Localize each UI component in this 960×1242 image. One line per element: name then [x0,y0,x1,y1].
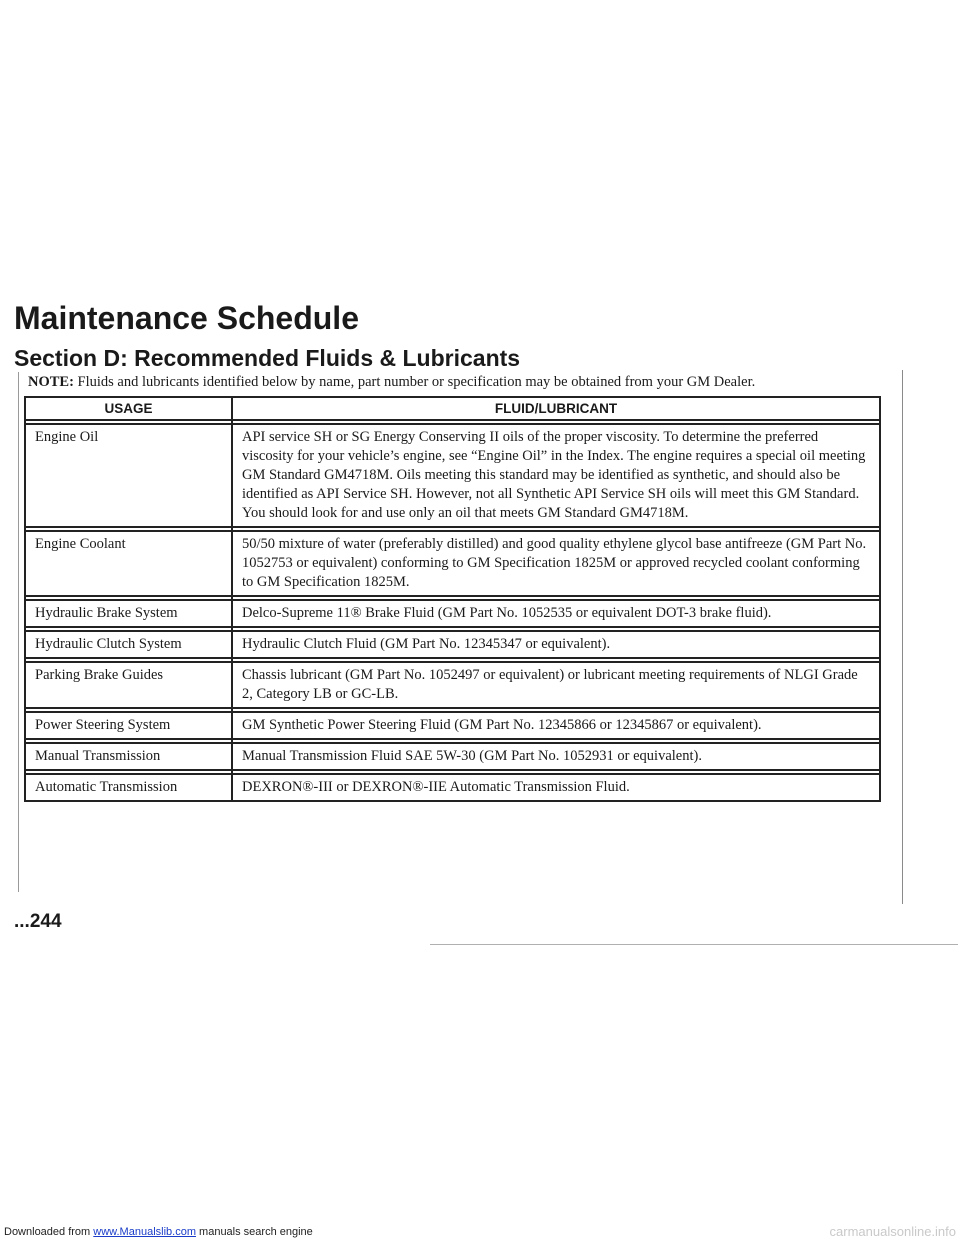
fluid-cell: Hydraulic Clutch Fluid (GM Part No. 12345347 or equivalent). [232,631,880,658]
fluid-cell: Chassis lubricant (GM Part No. 1052497 or equivalent) or lubricant meeting requirements of NLGI Grade 2, Category LB or GC-LB. [232,662,880,708]
table-row [25,600,880,627]
header-usage: USAGE [25,397,232,420]
fluid-cell: DEXRON®-III or DEXRON®-IIE Automatic Transmission Fluid. [232,774,880,801]
usage-cell: Manual Transmission [25,743,232,770]
footer-suffix: manuals search engine [195,1226,313,1238]
fluids-table [24,396,881,802]
table-row [25,662,880,708]
usage-cell: Hydraulic Clutch System [25,631,232,658]
table-header-row [25,397,880,420]
download-footer [4,1226,313,1238]
table-row [25,424,880,527]
usage-cell: Parking Brake Guides [25,662,232,708]
right-margin-rule [902,370,903,904]
page-number: ...244 [14,911,62,932]
table-row [25,531,880,596]
fluid-cell: Manual Transmission Fluid SAE 5W-30 (GM Part No. 1052931 or equivalent). [232,743,880,770]
table-row [25,774,880,801]
usage-cell: Hydraulic Brake System [25,600,232,627]
usage-cell: Automatic Transmission [25,774,232,801]
usage-cell: Engine Coolant [25,531,232,596]
usage-cell: Engine Oil [25,424,232,527]
table-row [25,712,880,739]
bottom-rule [430,944,958,945]
header-fluid-lubricant: FLUID/LUBRICANT [232,397,880,420]
manualslib-link[interactable]: www.Manualslib.com [93,1226,196,1238]
page-title: Maintenance Schedule [14,300,359,336]
left-margin-rule [18,372,19,892]
fluids-table-container [24,396,879,802]
usage-cell: Power Steering System [25,712,232,739]
footer-prefix: Downloaded from [4,1226,94,1238]
fluid-cell: Delco-Supreme 11® Brake Fluid (GM Part No. 1052535 or equivalent DOT-3 brake fluid). [232,600,880,627]
fluid-cell: GM Synthetic Power Steering Fluid (GM Part No. 12345866 or 12345867 or equivalent). [232,712,880,739]
table-row [25,743,880,770]
watermark-text: carmanualsonline.info [829,1224,956,1239]
note-text: Fluids and lubricants identified below by name, part number or specification may be obtained from your GM Dealer. [73,374,756,390]
section-subtitle: Section D: Recommended Fluids & Lubricants [14,345,521,371]
table-row [25,631,880,658]
note-paragraph [28,374,755,391]
fluid-cell: 50/50 mixture of water (preferably distilled) and good quality ethylene glycol base antifreeze (GM Part No. 1052753 or equivalent) conforming to GM Specification 1825M or approved recycled coolant conforming to GM Specification 1825M. [232,531,880,596]
fluid-cell: API service SH or SG Energy Conserving II oils of the proper viscosity. To determine the preferred viscosity for your vehicle’s engine, see “Engine Oil” in the Index. The engine requires a special oil meeting GM Standard GM4718M. Oils meeting this standard may be identified as synthetic, and should also be identified as API Service SH. However, not all Synthetic API Service SH oils will meet this GM Standard. You should look for and use only an oil that meets GM Standard GM4718M. [232,424,880,527]
note-label: NOTE: [28,374,74,390]
